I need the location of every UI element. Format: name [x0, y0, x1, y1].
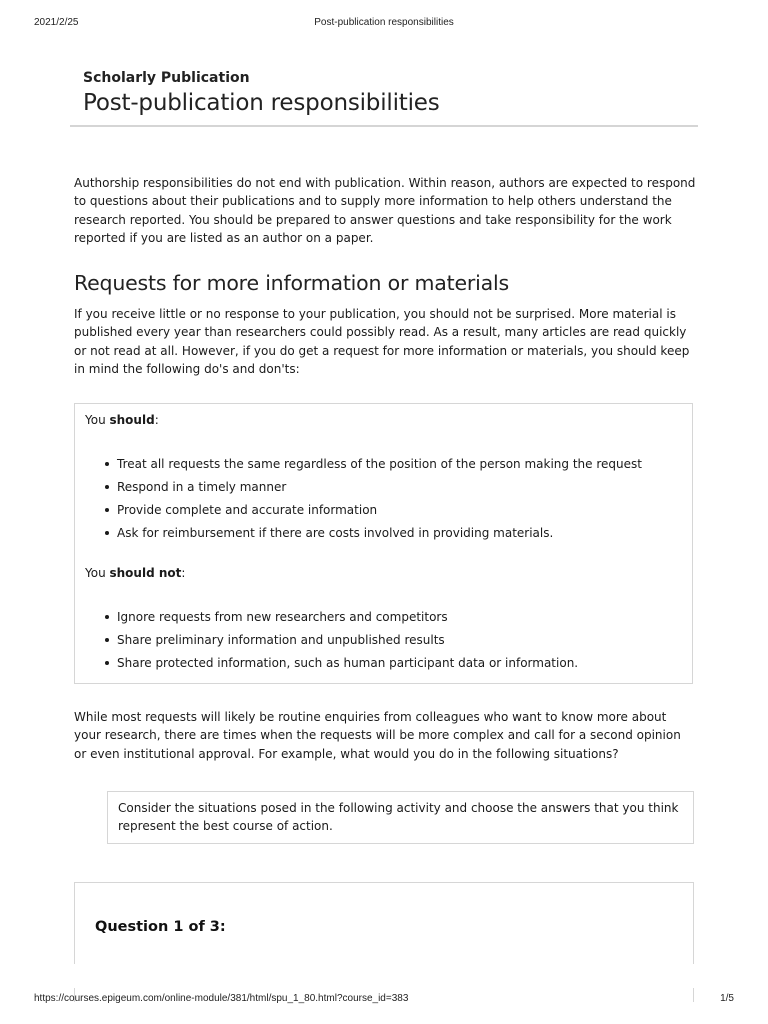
situations-paragraph [74, 708, 696, 763]
question-label: Question 1 of 3: [95, 919, 226, 935]
dos-donts-box [74, 403, 693, 684]
list-item: Respond in a timely manner [75, 478, 642, 501]
page-title: Post-publication responsibilities [83, 90, 440, 116]
section-paragraph [74, 305, 696, 378]
should-lead [85, 413, 159, 427]
section-heading: Requests for more information or materials [74, 271, 509, 295]
page-number: 1/5 [720, 993, 734, 1004]
list-item: Ignore requests from new researchers and competitors [75, 608, 578, 631]
activity-instruction-box [107, 791, 694, 844]
intro-paragraph [74, 174, 696, 247]
print-footer [0, 993, 768, 1007]
should-not-list [75, 608, 578, 677]
should-not-emphasis: should not [109, 566, 182, 580]
list-item: Ask for reimbursement if there are costs involved in providing materials. [75, 524, 642, 547]
page-break-gap [74, 964, 694, 988]
print-date: 2021/2/25 [34, 17, 79, 28]
list-item: Provide complete and accurate information [75, 501, 642, 524]
intro-text: Authorship responsibilities do not end with publication. Within reason, authors are expected to respond to questions about their publications and to supply more information to help others understand the research reported. You should be prepared to answer questions and take responsibility for the work reported if you are listed as an author on a paper. [74, 176, 696, 245]
list-item: Share preliminary information and unpublished results [75, 631, 578, 654]
list-item: Share protected information, such as human participant data or information. [75, 654, 578, 677]
print-header [0, 17, 768, 31]
activity-instruction-text: Consider the situations posed in the following activity and choose the answers that you think represent the best course of action. [118, 801, 679, 834]
course-name: Scholarly Publication [83, 70, 250, 86]
should-not-suffix: : [181, 566, 186, 580]
should-list [75, 455, 642, 547]
should-not-lead [85, 566, 185, 580]
situations-text: While most requests will likely be routine enquiries from colleagues who want to know more about your research, there are times when the requests will be more complex and call for a second opinion or even institutional approval. For example, what would you do in the following situations? [74, 710, 681, 761]
print-url: https://courses.epigeum.com/online-module/381/html/spu_1_80.html?course_id=383 [34, 993, 409, 1004]
print-title: Post-publication responsibilities [314, 17, 454, 28]
should-prefix: You [85, 413, 110, 427]
section-text: If you receive little or no response to your publication, you should not be surprised. More material is published every year than researchers could possibly read. As a result, many articles are read quickly or not read at all. However, if you do get a request for more information or materials, you should keep in mind the following do's and don'ts: [74, 307, 690, 376]
should-emphasis: should [109, 413, 155, 427]
should-not-prefix: You [85, 566, 110, 580]
list-item: Treat all requests the same regardless of the position of the person making the request [75, 455, 642, 478]
should-suffix: : [154, 413, 159, 427]
header-divider [70, 125, 698, 127]
